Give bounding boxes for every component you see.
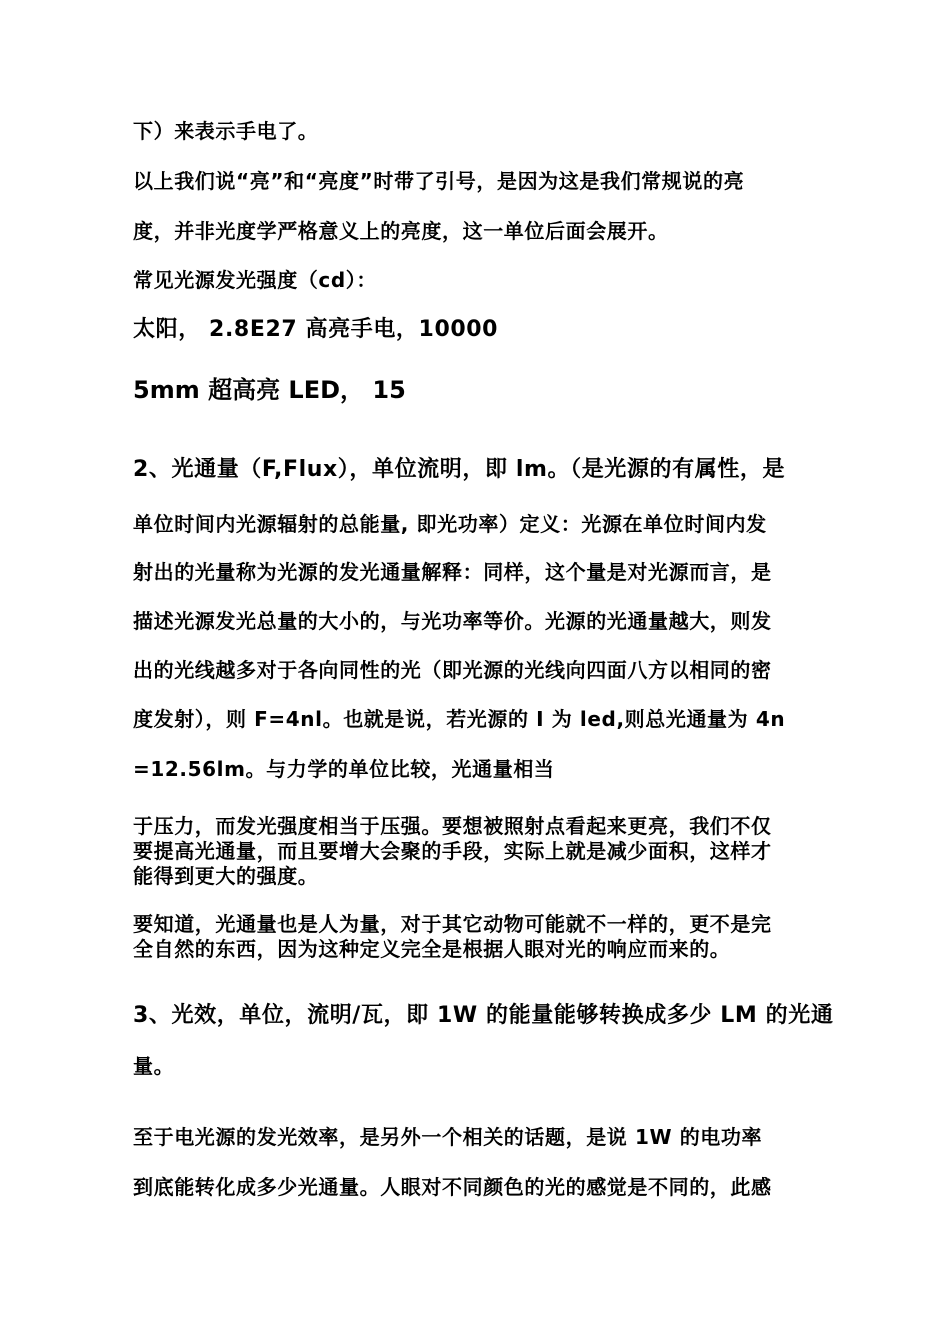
text-line: 以上我们说“亮”和“亮度”时带了引号，是因为这是我们常规说的亮 (133, 169, 745, 193)
text-line: 描述光源发光总量的大小的，与光功率等价。光源的光通量越大，则发 (133, 609, 772, 633)
text-line: 出的光线越多对于各向同性的光（即光源的光线向四面八方以相同的密 (133, 658, 772, 682)
text-line: 常见光源发光强度（cd）： (133, 268, 377, 292)
text-line: 度，并非光度学严格意义上的亮度，这一单位后面会展开。 (133, 219, 669, 243)
text-line: 单位时间内光源辐射的总能量, 即光功率）定义：光源在单位时间内发 (133, 512, 767, 536)
text-line: 至于电光源的发光效率，是另外一个相关的话题，是说 1W 的电功率 (133, 1125, 763, 1149)
section-heading-line: 3、光效，单位，流明/瓦，即 1W 的能量能够转换成多少 LM 的光通 (133, 1003, 834, 1028)
text-line: 太阳， 2.8E27 高亮手电，10000 (133, 317, 499, 342)
text-line: 下）来表示手电了。 (133, 119, 319, 143)
text-line: 能得到更大的强度。 (133, 864, 319, 888)
text-line: 度发射），则 F=4nl。也就是说，若光源的 I 为 led,则总光通量为 4n (133, 707, 786, 731)
section-heading-line: 2、光通量（F,Flux），单位流明，即 lm。（是光源的有属性，是 (133, 457, 786, 482)
text-line: 到底能转化成多少光通量。人眼对不同颜色的光的感觉是不同的，此感 (133, 1175, 772, 1199)
text-line: 要知道，光通量也是人为量，对于其它动物可能就不一样的，更不是完 (133, 912, 772, 936)
text-line: 5mm 超高亮 LED， 15 (133, 376, 406, 404)
text-line: 量。 (133, 1054, 175, 1078)
text-line: =12.56lm。与力学的单位比较，光通量相当 (133, 757, 555, 781)
text-line: 射出的光量称为光源的发光通量解释：同样，这个量是对光源而言，是 (133, 560, 772, 584)
text-line: 要提高光通量，而且要增大会聚的手段，实际上就是减少面积，这样才 (133, 839, 772, 863)
text-line: 于压力，而发光强度相当于压强。要想被照射点看起来更亮，我们不仅 (133, 814, 772, 838)
text-line: 全自然的东西，因为这种定义完全是根据人眼对光的响应而来的。 (133, 937, 731, 961)
